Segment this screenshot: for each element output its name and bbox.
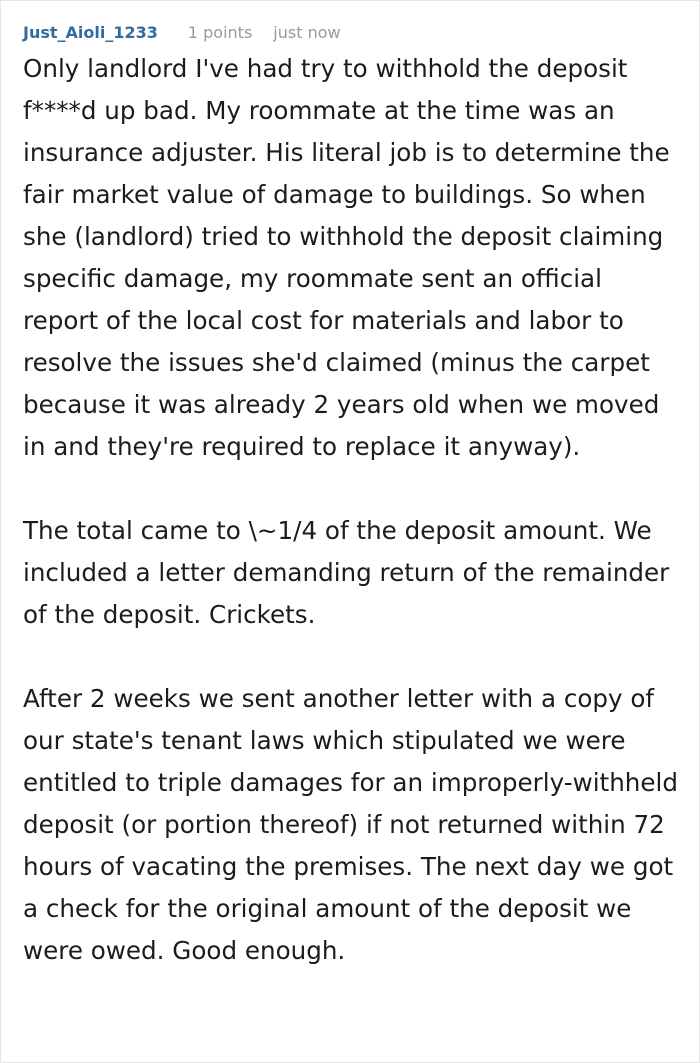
comment-meta xyxy=(23,21,341,43)
comment-paragraph: After 2 weeks we sent another letter with a copy of our state's tenant laws which stipulated we were entitled to triple damages for an improperly-withheld deposit (or portion thereof) if not returned within 72 hours of vacating the premises. The next day we got a check for the original amount of the deposit we were owed. Good enough. xyxy=(23,684,678,965)
comment-paragraph: Only landlord I've had try to withhold the deposit f****d up bad. My roommate at the time was an insurance adjuster. His literal job is to determine the fair market value of damage to buildings. So when she (landlord) tried to withhold the deposit claiming specific damage, my roommate sent an official report of the local cost for materials and labor to resolve the issues she'd claimed (minus the carpet because it was already 2 years old when we moved in and they're required to replace it anyway). xyxy=(23,54,670,461)
comment-author-link[interactable]: Just_Aioli_1233 xyxy=(23,22,158,42)
comment-timestamp: just now xyxy=(273,22,341,42)
comment-body xyxy=(23,48,683,972)
comment-points: 1 points xyxy=(187,22,253,42)
comment-paragraph: The total came to \~1/4 of the deposit amount. We included a letter demanding return of the remainder of the deposit. Crickets. xyxy=(23,516,670,629)
